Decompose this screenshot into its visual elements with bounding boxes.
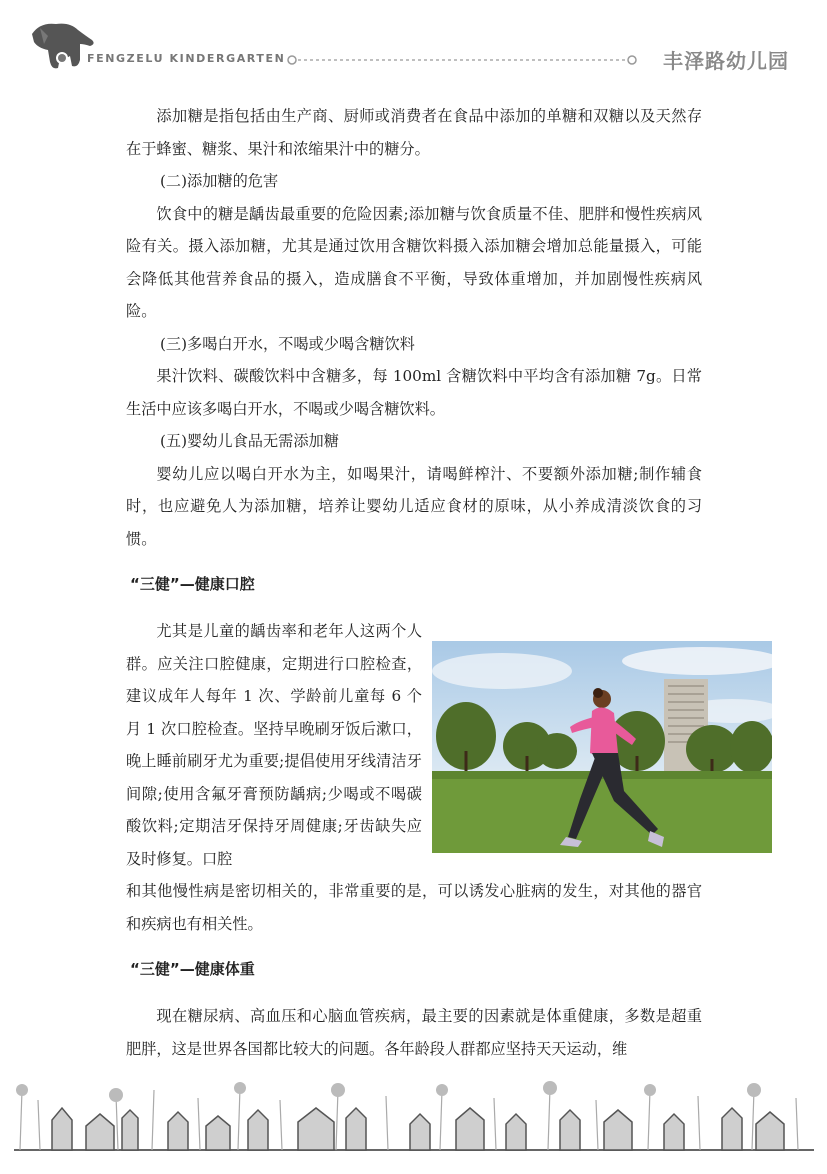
paragraph-oral-wrapped: 尤其是儿童的龋齿率和老年人这两个人群。应关注口腔健康，定期进行口腔检查，建议成年人每年 1 次、学龄前儿童每 6 个月 1 次口腔检查。坚持早晚刷牙饭后漱口，晚上睡前刷牙尤为重要;提倡使用牙线清洁牙间隙;使用含氟牙膏预防龋病;少喝或不喝碳酸饮料;定期洁牙保持牙周健康;牙齿缺失应及时修复。口腔 — [126, 622, 422, 868]
section-title-weight: “三健”—健康体重 — [130, 960, 255, 978]
paragraph-oral-rest: 和其他慢性病是密切相关的，非常重要的是，可以诱发心脏病的发生，对其他的器官和疾病也有相关性。 — [126, 882, 702, 933]
school-name: 丰泽路幼儿园 — [663, 49, 789, 73]
paragraph-weight: 现在糖尿病、高血压和心脑血管疾病，最主要的因素就是体重健康，多数是超重肥胖，这是世界各国都比较大的问题。各年龄段人群都应坚持天天运动，维 — [126, 1007, 702, 1058]
paragraph-infant: 婴幼儿应以喝白开水为主，如喝果汁，请喝鲜榨汁、不要额外添加糖;制作辅食时，也应避免人为添加糖，培养让婴幼儿适应食材的原味，从小养成清淡饮食的习惯。 — [126, 464, 702, 548]
paragraph-added-sugar-def: 添加糖是指包括由生产商、厨师或消费者在食品中添加的单糖和双糖以及天然存在于蜂蜜、糖浆、果汁和浓缩果汁中的糖分。 — [126, 107, 702, 158]
document-body — [126, 100, 702, 1065]
footer-decoration — [0, 1060, 827, 1170]
paragraph-water: 果汁饮料、碳酸饮料中含糖多，每 100ml 含糖饮料中平均含有添加糖 7g。日常生活中应该多喝白开水，不喝或少喝含糖饮料。 — [126, 367, 702, 418]
page-footer — [0, 1060, 827, 1170]
page-header — [0, 0, 827, 90]
paragraph-harm: 饮食中的糖是龋齿最重要的危险因素;添加糖与饮食质量不佳、肥胖和慢性疾病风险有关。摄入添加糖，尤其是通过饮用含糖饮料摄入添加糖会增加总能量摄入，可能会降低其他营养食品的摄入，造成膳食不平衡，导致体重增加，并加剧慢性疾病风险。 — [126, 204, 702, 320]
elephant-icon — [32, 24, 94, 69]
subheading-infant: (五)婴幼儿食品无需添加糖 — [160, 432, 339, 450]
jogging-photo — [432, 641, 772, 853]
subheading-harm: (二)添加糖的危害 — [160, 172, 279, 190]
section-title-oral: “三健”—健康口腔 — [130, 575, 255, 593]
logo-text: FENGZELU KINDERGARTEN — [87, 52, 286, 65]
subheading-water: (三)多喝白开水，不喝或少喝含糖饮料 — [160, 334, 415, 353]
